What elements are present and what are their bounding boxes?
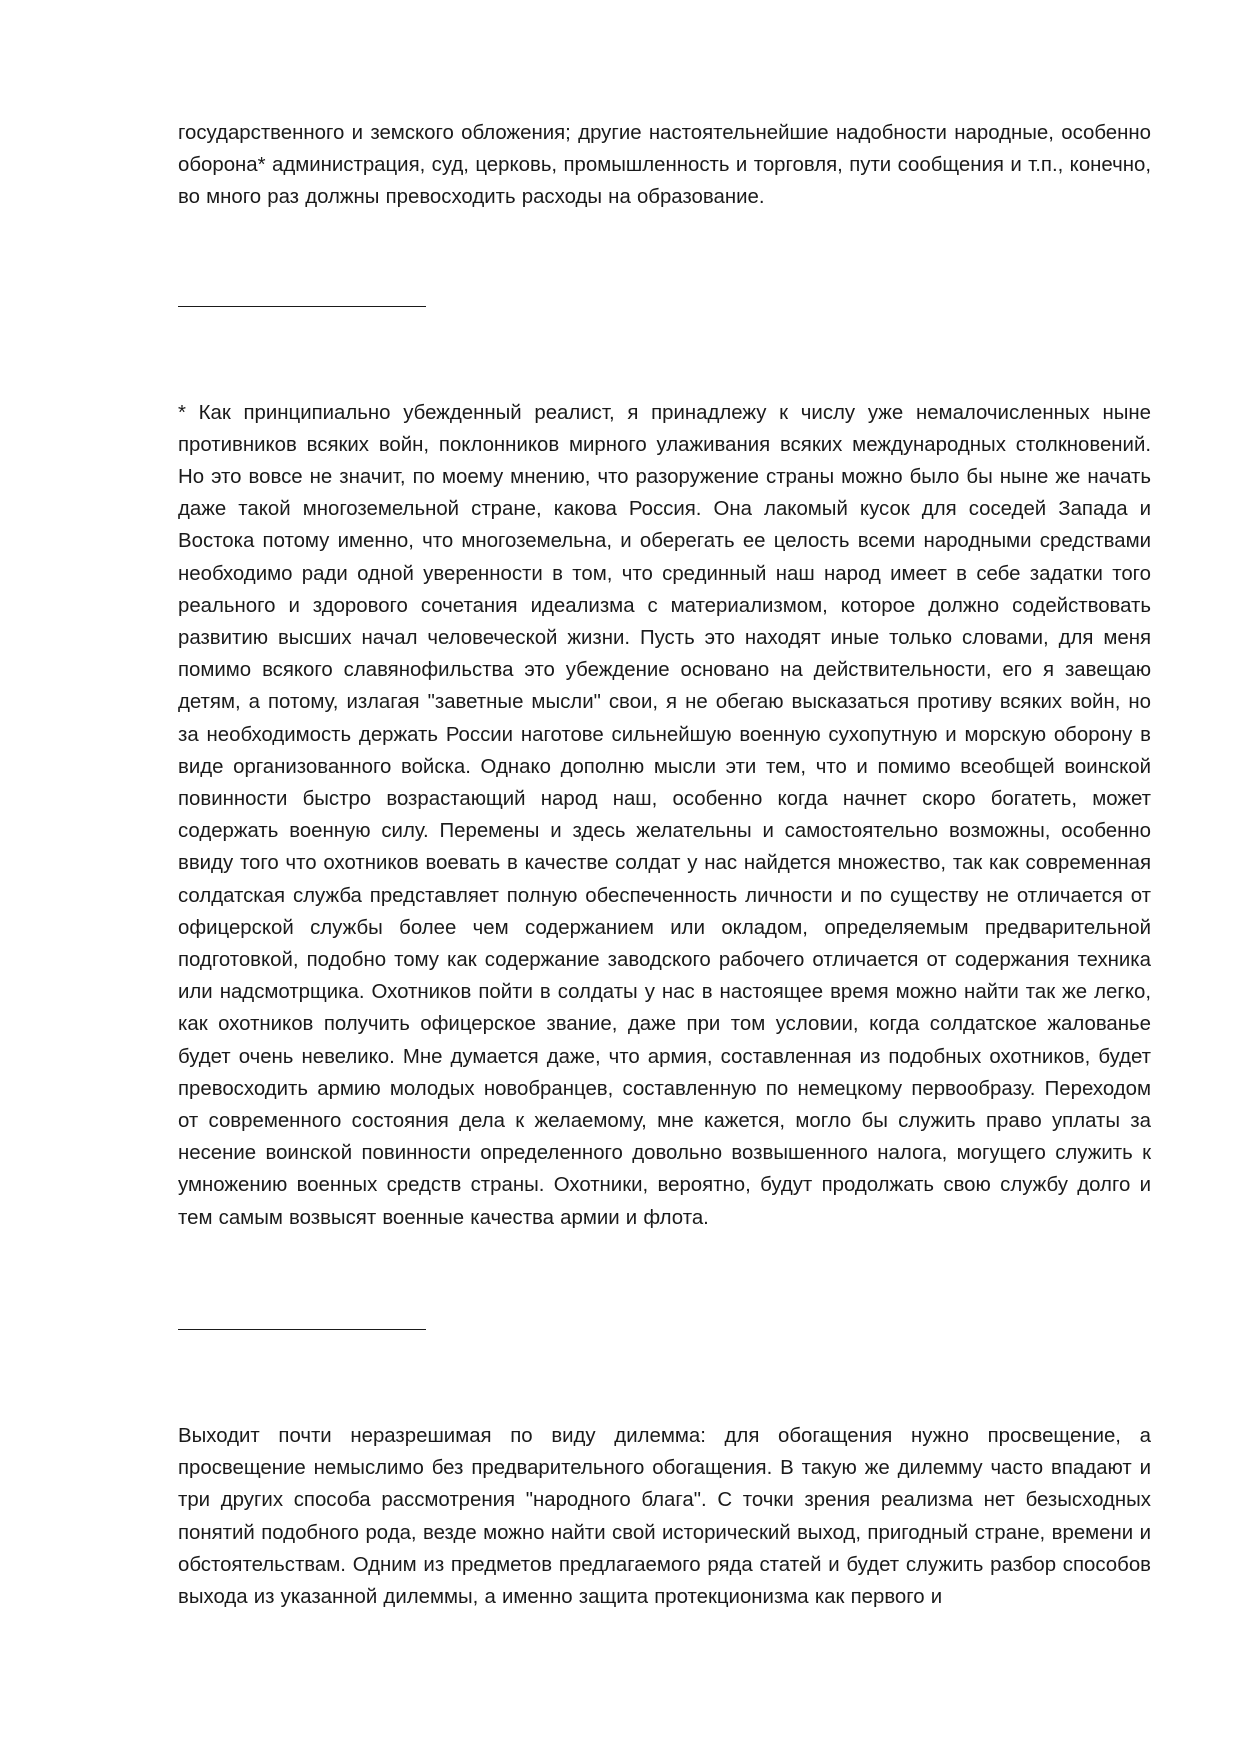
paragraph-continuation: государственного и земского обложения; другие настоятельнейшие надобности народные, особенно оборона* администрация, суд, церковь, промышленность и торговля, пути сообщения и т.п., конечно, во много раз должны превосходить расходы на образование.: [178, 122, 1151, 209]
body-paragraph: Выходит почти неразрешимая по виду дилемма: для обогащения нужно просвещение, а просвещение немыслимо без предварительного обогащения. В такую же дилемму часто впадают и три других способа рассмотрения "народного блага". С точки зрения реализма нет безысходных понятий подобного рода, везде можно найти свой исторический выход, пригодный стране, времени и обстоятельствам. Одним из предметов предлагаемого ряда статей и будет служить разбор способов выхода из указанной дилеммы, а именно защита протекционизма как первого и: [178, 1424, 1151, 1608]
footnote-paragraph: * Как принципиально убежденный реалист, я принадлежу к числу уже немалочисленных ныне противников всяких войн, поклонников мирного улаживания всяких международных столкновений. Но это вовсе не значит, по моему мнению, что разоружение страны можно было бы ныне же начать даже такой многоземельной стране, какова Россия. Она лакомый кусок для соседей Запада и Востока потому именно, что многоземельна, и оберегать ее целость всеми народными средствами необходимо ради одной уверенности в том, что срединный наш народ имеет в себе задатки того реального и здорового сочетания идеализма с материализмом, которое должно содействовать развитию высших начал человеческой жизни. Пусть это находят иные только словами, для меня помимо всякого славянофильства это убеждение основано на действительности, его я завещаю детям, а потому, излагая "заветные мысли" свои, я не обегаю высказаться противу всяких войн, но за необходимость держать России наготове сильнейшую военную сухопутную и морскую оборону в виде организованного войска. Однако дополню мысли эти тем, что и помимо всеобщей воинской повинности быстро возрастающий народ наш, особенно когда начнет скоро богатеть, может содержать военную силу. Перемены и здесь желательны и самостоятельно возможны, особенно ввиду того что охотников воевать в качестве солдат у нас найдется множество, так как современная солдатская служба представляет полную обеспеченность личности и по существу не отличается от офицерской службы более чем содержанием или окладом, определяемым предварительной подготовкой, подобно тому как содержание заводского рабочего отличается от содержания техника или надсмотрщика. Охотников пойти в солдаты у нас в настоящее время можно найти так же легко, как охотников получить офицерское звание, даже при том условии, когда солдатское жалованье будет очень невелико. Мне думается даже, что армия, составленная из подобных охотников, будет превосходить армию молодых новобранцев, составленную по немецкому первообразу. Переходом от современного состояния дела к желаемому, мне кажется, могло бы служить право уплаты за несение воинской повинности определенного довольно возвышенного налога, могущего служить к умножению военных средств страны. Охотники, вероятно, будут продолжать свою службу долго и тем самым возвысят военные качества армии и флота.: [178, 401, 1151, 1229]
footnote-separator: [178, 306, 426, 307]
document-page: [178, 117, 1151, 1613]
footnote-separator-end: [178, 1329, 426, 1330]
